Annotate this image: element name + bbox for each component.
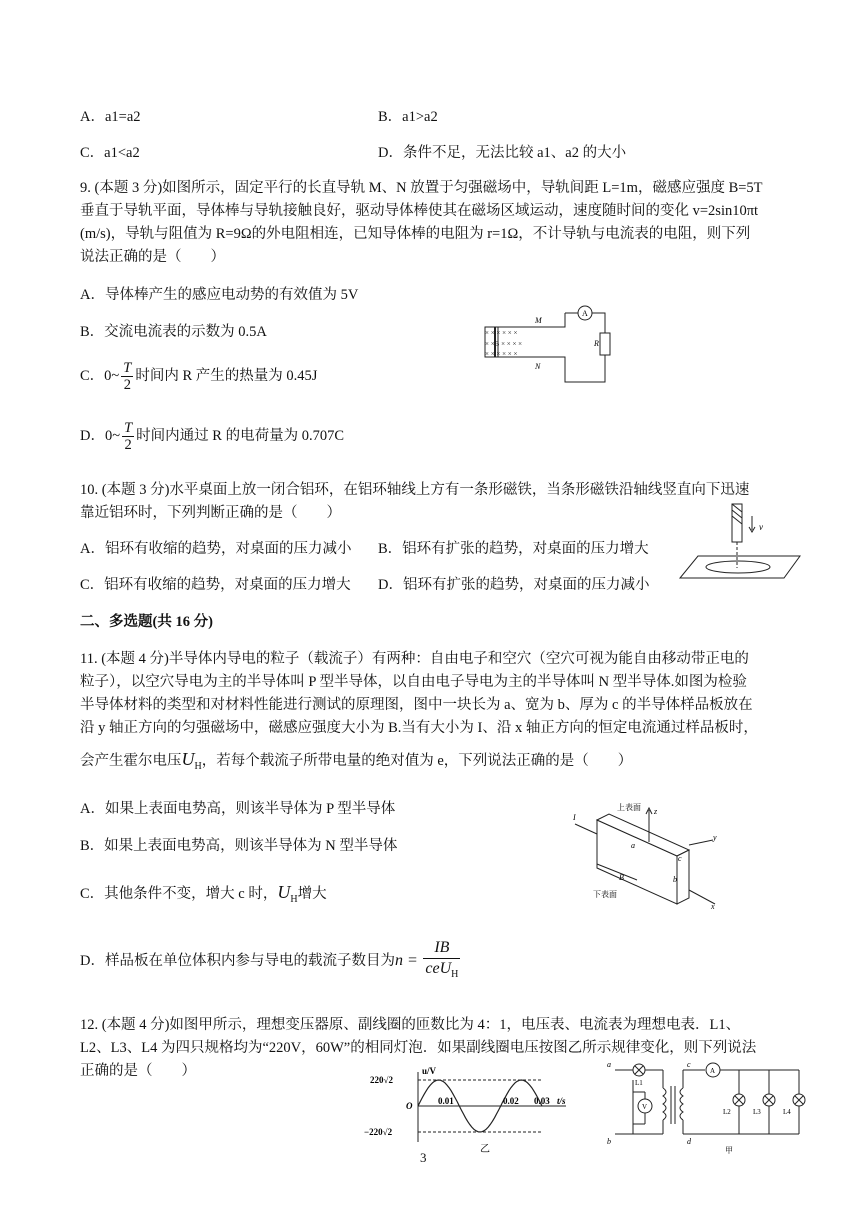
svg-text:0.01: 0.01 [438, 1096, 454, 1106]
q10-option-a: A．铝环有收缩的趋势，对桌面的压力减小 [80, 541, 352, 557]
q10-stem-line2: 靠近铝环时，下列判断正确的是（ ） [80, 505, 341, 521]
fraction-t-over-2: $\frac{T}{2}$ [123, 360, 132, 394]
q9-option-a: A．导体棒产生的感应电动势的有效值为 5V [80, 287, 359, 303]
q12-stem-line1: 12. (本题 4 分)如图甲所示，理想变压器原、副线圈的匝数比为 4：1，电压表、电流表为理想电表．L1、 [80, 1017, 741, 1033]
svg-text:A: A [582, 309, 588, 318]
svg-text:下表面: 下表面 [593, 890, 617, 899]
q11-option-d: D．样品板在单位体积内参与导电的载流子数目为n = $\frac{IB}{ceU_H}$ [80, 938, 462, 985]
svg-text:u/V: u/V [422, 1066, 437, 1076]
svg-text:甲: 甲 [725, 1146, 733, 1154]
svg-text:× ×B × × × ×: × ×B × × × × [485, 340, 523, 348]
q11-stem-line5: 会产生霍尔电压$U_H$，若每个载流子所带电量的绝对值为 e，下列说法正确的是（ ） [80, 749, 633, 772]
svg-text:B: B [619, 873, 624, 882]
svg-text:v: v [759, 522, 763, 532]
svg-text:0.03: 0.03 [534, 1096, 550, 1106]
q11-option-c: C．其他条件不变，增大 c 时，$U_H$增大 [80, 882, 327, 905]
svg-text:b: b [673, 875, 677, 884]
svg-text:N: N [535, 362, 541, 371]
q9-stem-line3: (m/s)，导轨与阻值为 R=9Ω的外电阻相连，已知导体棒的电阻为 r=1Ω，不计导轨与电流表的电阻，则下列 [80, 226, 751, 242]
q11-stem-line1: 11. (本题 4 分)半导体内导电的粒子（载流子）有两种：自由电子和空穴（空穴可视为能自由移动带正电的 [80, 651, 749, 667]
carrier-density-fraction: $\frac{IB}{ceU_H}$ [425, 939, 459, 981]
svg-text:−220√2: −220√2 [364, 1127, 393, 1137]
svg-text:0.02: 0.02 [503, 1096, 519, 1106]
svg-text:b: b [607, 1137, 611, 1146]
svg-text:A: A [710, 1067, 716, 1075]
q11-hall-effect-diagram [565, 800, 725, 910]
q8-option-d: D．条件不足，无法比较 a1、a2 的大小 [378, 145, 627, 161]
svg-text:220√2: 220√2 [370, 1075, 393, 1085]
q9-option-c: C．0~ $\frac{T}{2}$ 时间内 R 产生的热量为 0.45J [80, 360, 318, 394]
q12-stem-line3: 正确的是（ ） [80, 1063, 196, 1079]
svg-text:L1: L1 [635, 1079, 643, 1087]
svg-text:乙: 乙 [480, 1144, 490, 1154]
svg-text:y: y [713, 833, 717, 842]
q8-option-c: C．a1<a2 [80, 145, 140, 161]
q8-option-a: A．a1=a2 [80, 109, 141, 125]
svg-text:a: a [607, 1060, 611, 1069]
svg-text:× × × × × ×: × × × × × × [485, 329, 518, 337]
q12-stem-line2: L2、L3、L4 为四只规格均为“220V，60W”的相同灯泡．如果副线圈电压按图乙所示规律变化，则下列说法 [80, 1040, 757, 1056]
svg-text:L4: L4 [783, 1108, 791, 1116]
svg-text:d: d [687, 1137, 691, 1146]
svg-text:c: c [687, 1060, 691, 1069]
q9-rail-circuit-diagram [475, 295, 615, 387]
svg-text:× × × × × ×: × × × × × × [485, 350, 518, 358]
svg-text:a: a [631, 841, 635, 850]
q9-stem-line1: 9. (本题 3 分)如图所示，固定平行的长直导轨 M、N 放置于匀强磁场中，导轨间距 L=1m，磁感应强度 B=5T [80, 180, 763, 196]
q9-option-b: B．交流电流表的示数为 0.5A [80, 324, 267, 340]
q11-option-b: B．如果上表面电势高，则该半导体为 N 型半导体 [80, 838, 398, 854]
q10-option-b: B．铝环有扩张的趋势，对桌面的压力增大 [378, 541, 649, 557]
svg-text:x: x [711, 902, 715, 910]
q11-option-a: A．如果上表面电势高，则该半导体为 P 型半导体 [80, 801, 396, 817]
q10-option-c: C．铝环有收缩的趋势，对桌面的压力增大 [80, 577, 351, 593]
svg-text:R: R [594, 339, 599, 348]
svg-text:V: V [642, 1103, 648, 1111]
svg-text:t/s: t/s [557, 1096, 566, 1106]
q10-option-d: D．铝环有扩张的趋势，对桌面的压力减小 [378, 577, 650, 593]
q12-transformer-circuit [605, 1058, 815, 1154]
q9-stem-line4: 说法正确的是（ ） [80, 249, 225, 265]
page-number: 3 [420, 1150, 427, 1165]
svg-text:M: M [535, 316, 542, 325]
q12-voltage-sine-graph [360, 1062, 600, 1154]
q11-stem-line3: 半导体材料的类型和对材料性能进行测试的原理图，图中一块长为 a、宽为 b、厚为 c 的半导体样品板放在 [80, 697, 753, 713]
svg-text:I: I [573, 813, 576, 822]
q9-option-d: D．0~ $\frac{T}{2}$ 时间内通过 R 的电荷量为 0.707C [80, 420, 344, 454]
q10-magnet-ring-diagram [676, 500, 806, 582]
q10-stem-line1: 10. (本题 3 分)水平桌面上放一闭合铝环，在铝环轴线上方有一条形磁铁，当条形磁铁沿轴线竖直向下迅速 [80, 482, 750, 498]
svg-text:L2: L2 [723, 1108, 731, 1116]
q8-option-b: B．a1>a2 [378, 109, 438, 125]
fraction-t-over-2: $\frac{T}{2}$ [124, 420, 133, 454]
section-heading-multiple-choice: 二、多选题(共 16 分) [80, 614, 213, 630]
svg-text:L3: L3 [753, 1108, 761, 1116]
svg-text:O: O [406, 1101, 413, 1111]
q11-stem-line4: 沿 y 轴正方向的匀强磁场中，磁感应强度大小为 B.当有大小为 I、沿 x 轴正方向的恒定电流通过样品板时， [80, 720, 758, 736]
svg-text:z: z [654, 807, 658, 816]
q11-stem-line2: 粒子），以空穴导电为主的半导体叫 P 型半导体，以自由电子导电为主的半导体叫 N 型半导体.如图为检验 [80, 674, 747, 690]
q9-stem-line2: 垂直于导轨平面，导体棒与导轨接触良好，驱动导体棒使其在磁场区域运动，速度随时间的变化 v=2sin10πt [80, 203, 759, 219]
svg-text:上表面: 上表面 [617, 803, 641, 812]
svg-text:c: c [678, 854, 682, 863]
